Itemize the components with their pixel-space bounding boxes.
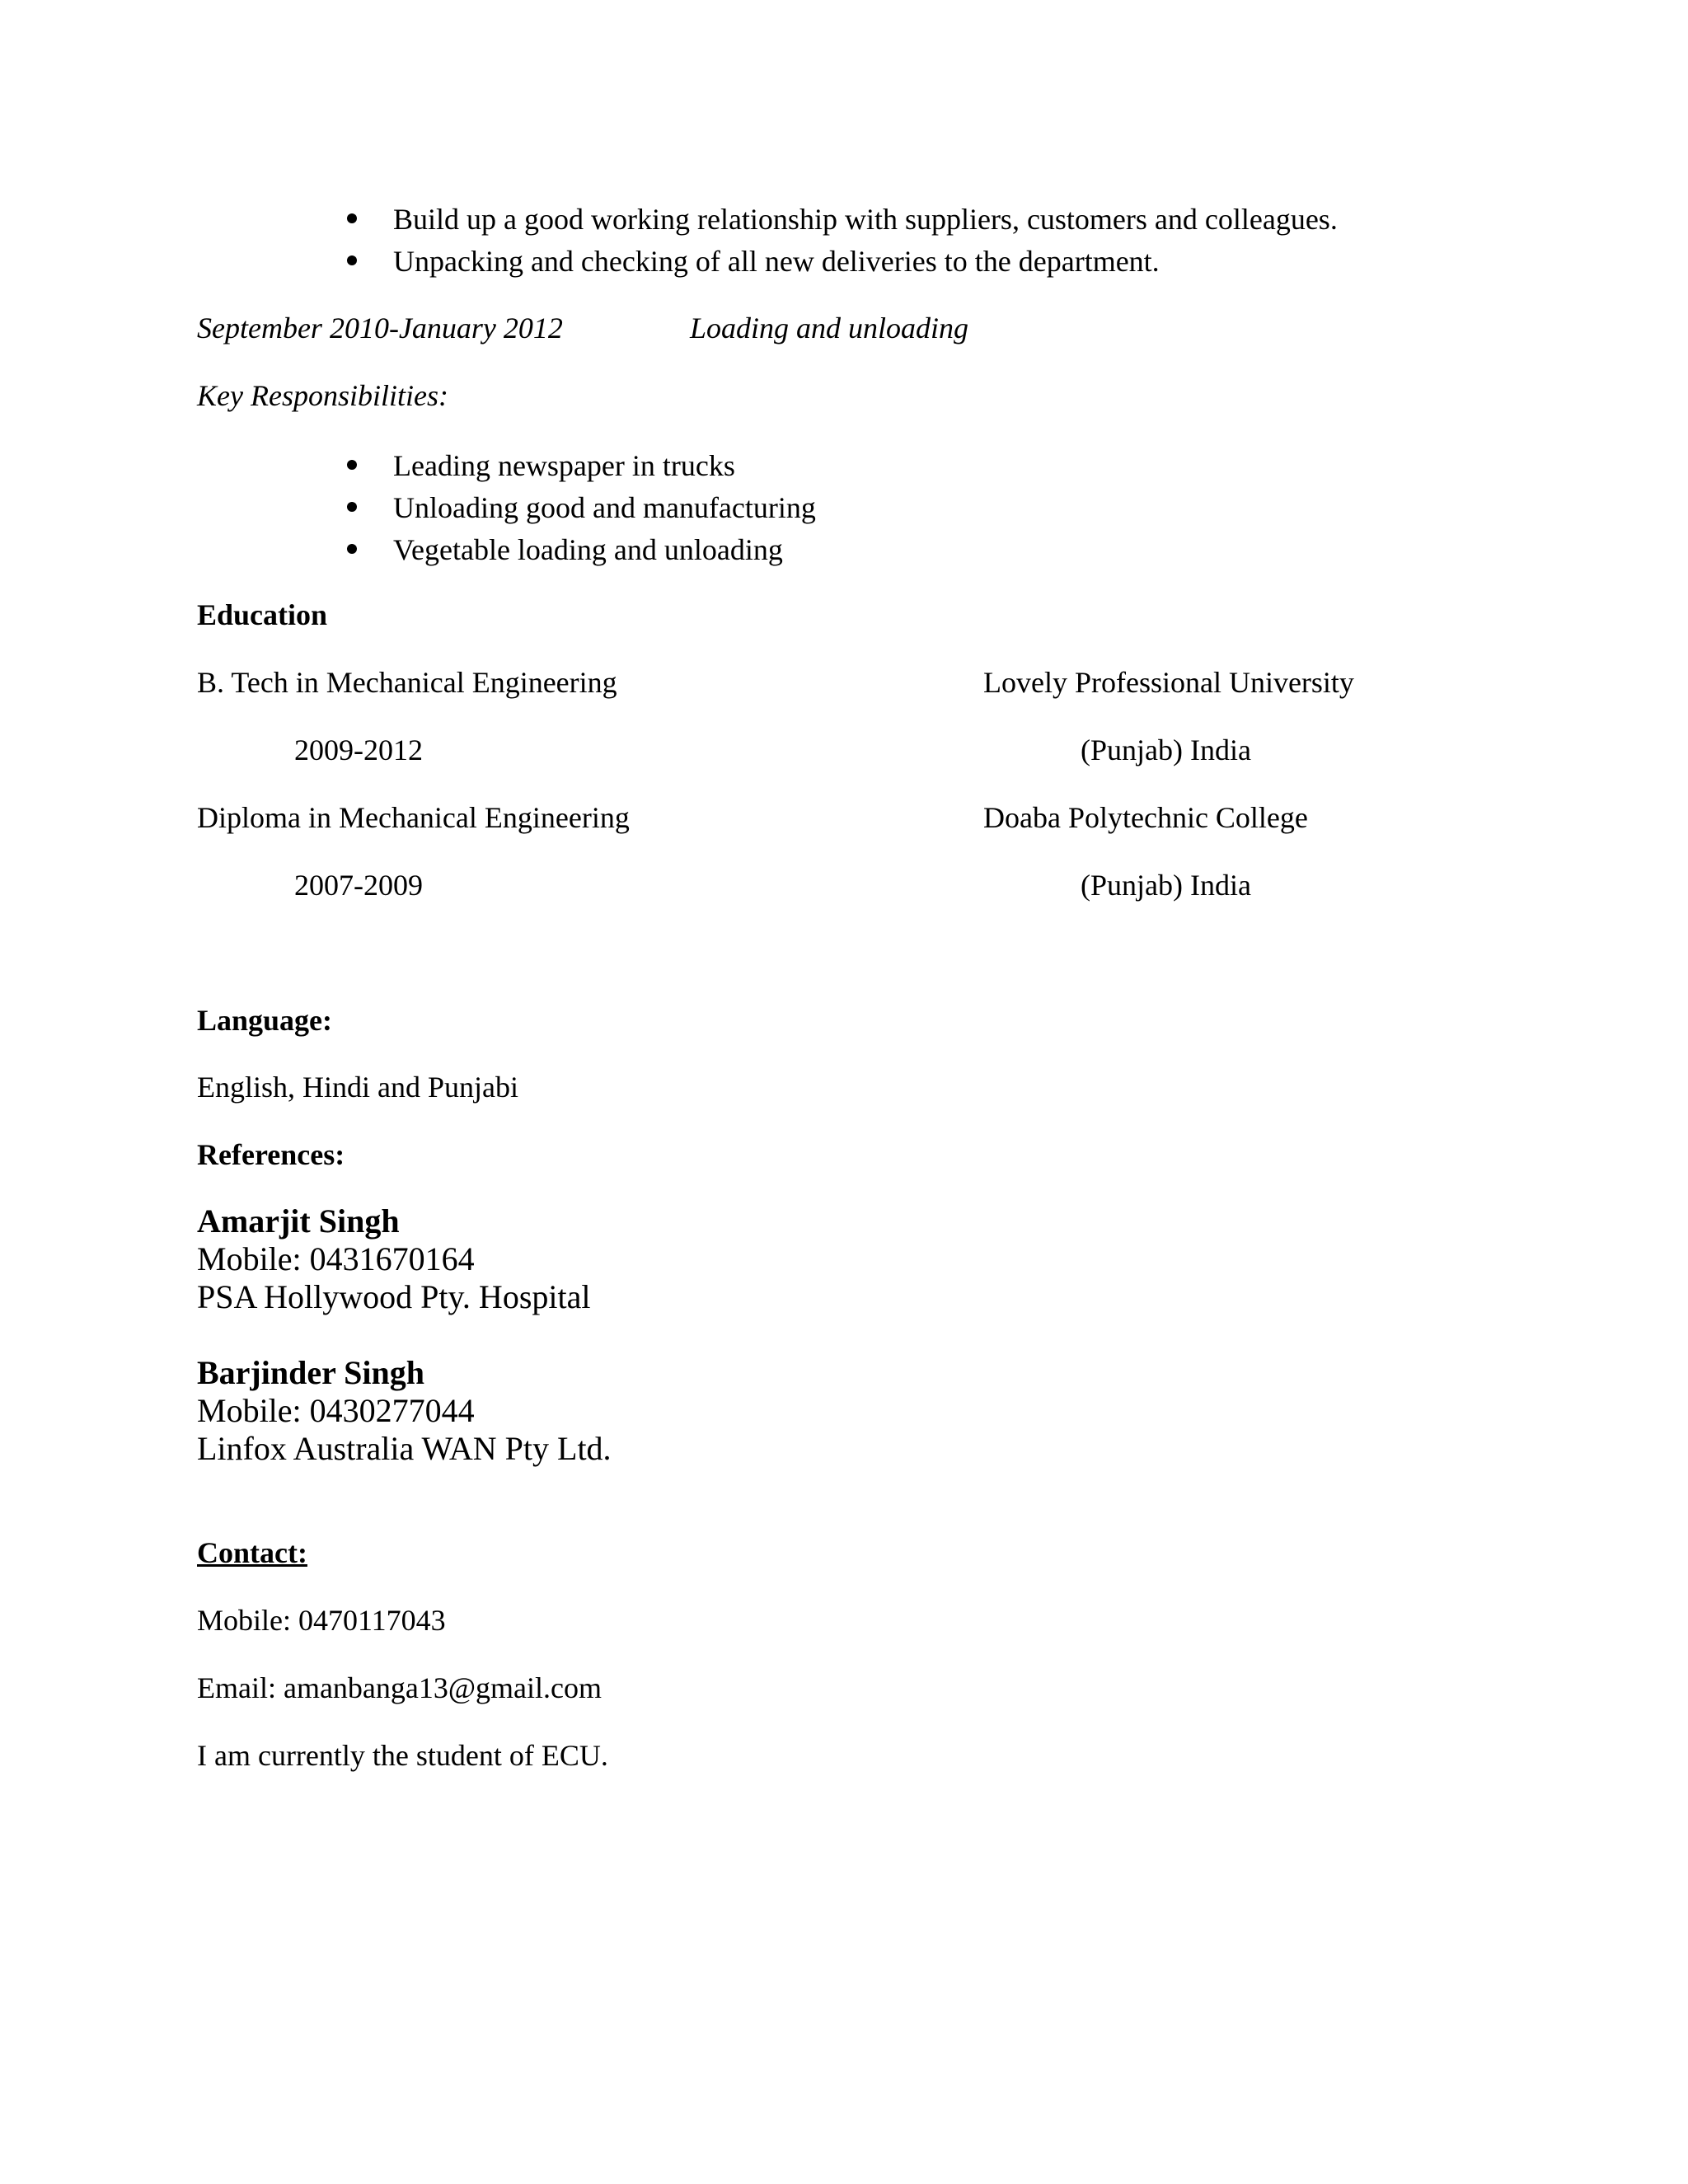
- bullet-icon: [347, 460, 357, 470]
- bullet-icon: [347, 255, 357, 265]
- bullet-icon: [347, 544, 357, 554]
- contact-mobile: Mobile: 0470117043: [197, 1604, 446, 1637]
- education-degree: B. Tech in Mechanical Engineering: [197, 666, 617, 699]
- education-years: 2007-2009: [294, 869, 423, 902]
- job-title: Loading and unloading: [690, 312, 969, 344]
- bullet-text: Build up a good working relationship with suppliers, customers and colleagues.: [393, 203, 1338, 236]
- language-value: English, Hindi and Punjabi: [197, 1071, 518, 1104]
- education-institution: Doaba Polytechnic College: [983, 801, 1308, 834]
- education-years: 2009-2012: [294, 733, 423, 766]
- responsibility-item: Leading newspaper in trucks: [393, 449, 735, 482]
- reference-org: Linfox Australia WAN Pty Ltd.: [197, 1430, 612, 1467]
- reference-mobile: Mobile: 0431670164: [197, 1240, 475, 1277]
- responsibility-item: Vegetable loading and unloading: [393, 533, 783, 566]
- bullet-icon: [347, 502, 357, 512]
- education-degree: Diploma in Mechanical Engineering: [197, 801, 630, 834]
- responsibility-item: Unloading good and manufacturing: [393, 491, 816, 524]
- references-heading: References:: [197, 1138, 345, 1171]
- reference-name: Barjinder Singh: [197, 1354, 424, 1391]
- contact-email: Email: amanbanga13@gmail.com: [197, 1671, 603, 1704]
- contact-heading: Contact:: [197, 1536, 307, 1569]
- education-institution: Lovely Professional University: [983, 666, 1354, 699]
- reference-org: PSA Hollywood Pty. Hospital: [197, 1278, 591, 1315]
- key-responsibilities-label: Key Responsibilities:: [197, 379, 448, 412]
- reference-mobile: Mobile: 0430277044: [197, 1392, 475, 1429]
- bullet-icon: [347, 213, 357, 223]
- education-location: (Punjab) India: [1081, 733, 1251, 766]
- bullet-text: Unpacking and checking of all new deliveries to the department.: [393, 245, 1160, 278]
- language-heading: Language:: [197, 1004, 333, 1037]
- contact-note: I am currently the student of ECU.: [197, 1739, 608, 1772]
- education-location: (Punjab) India: [1081, 869, 1251, 902]
- reference-name: Amarjit Singh: [197, 1202, 400, 1240]
- education-heading: Education: [197, 598, 328, 631]
- job-period: September 2010-January 2012: [197, 312, 563, 344]
